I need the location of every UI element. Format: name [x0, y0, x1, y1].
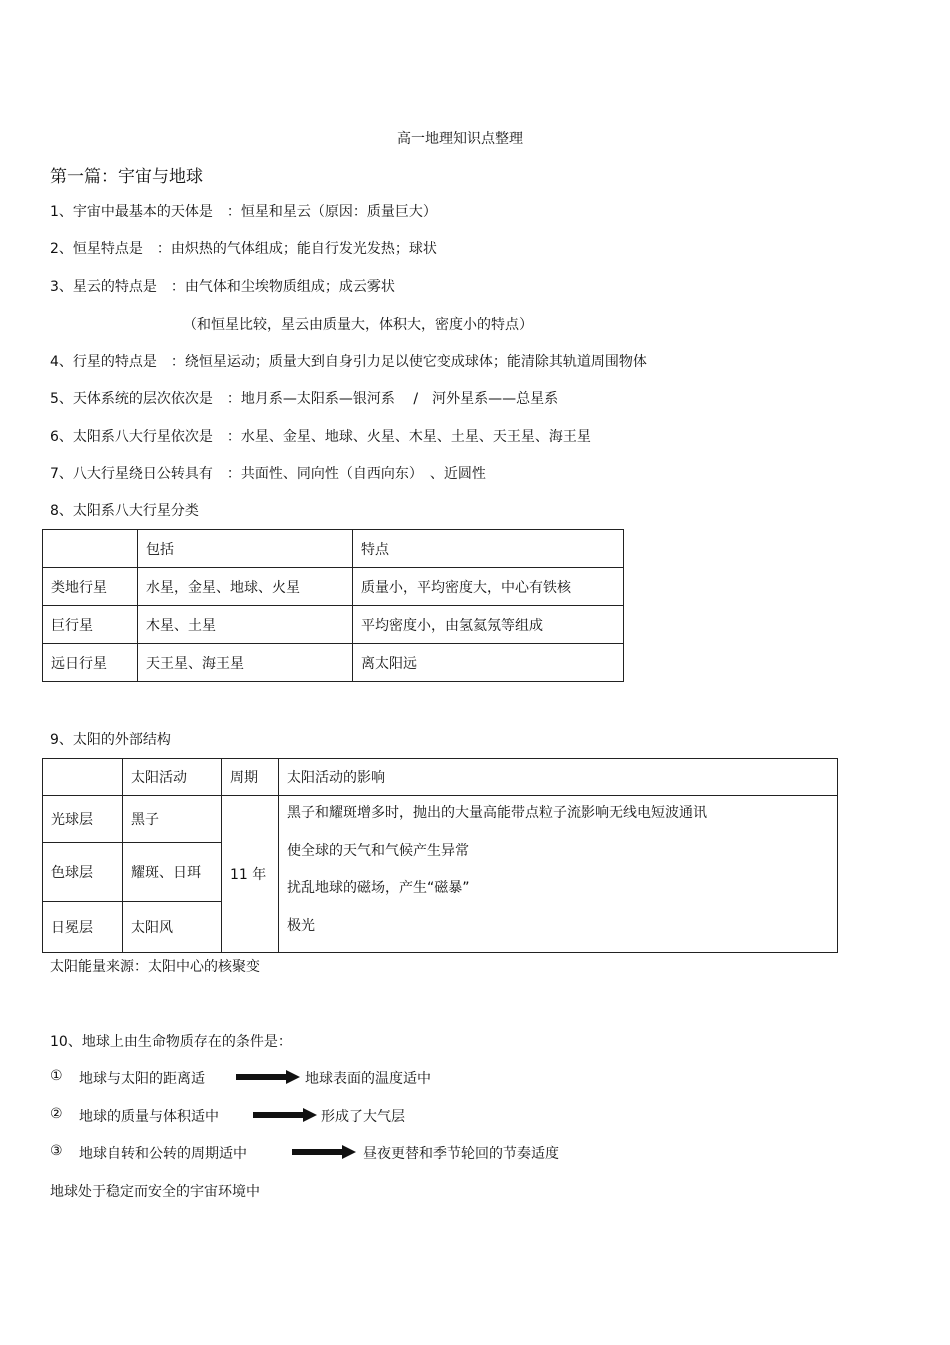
point-8: 8、太阳系八大行星分类: [50, 503, 199, 519]
condition-2-number: ②: [50, 1106, 63, 1122]
arrow-right-icon: [292, 1145, 356, 1159]
table-cell: 天王星、海王星: [138, 644, 353, 682]
document-title: 高一地理知识点整理: [397, 131, 523, 147]
table-cell: [43, 759, 123, 796]
table-cell: 耀斑、日珥: [123, 842, 222, 901]
table-cell: 类地行星: [43, 568, 138, 606]
table-cell: [43, 530, 138, 568]
table-row: [43, 606, 624, 644]
table-header-row: [43, 759, 838, 796]
condition-1-cause: 地球与太阳的距离适: [79, 1071, 205, 1087]
effect-item: 黑子和耀斑增多时，抛出的大量高能带点粒子流影响无线电短波通讯: [287, 805, 707, 821]
point-2: 2、恒星特点是 ：由炽热的气体组成；能自行发光发热；球状: [50, 241, 437, 257]
table-cell: 远日行星: [43, 644, 138, 682]
table-cell: 周期: [222, 759, 279, 796]
table-row: [43, 568, 624, 606]
condition-3-result: 昼夜更替和季节轮回的节奏适度: [363, 1146, 559, 1162]
table-cell: 色球层: [43, 842, 123, 901]
sun-structure-table: [42, 758, 838, 953]
point-7: 7、八大行星绕日公转具有 ：共面性、同向性（自西向东） 、近圆性: [50, 466, 486, 482]
point-4: 4、行星的特点是 ：绕恒星运动；质量大到自身引力足以使它变成球体；能清除其轨道周围物体: [50, 354, 647, 370]
table-cell: 黑子: [123, 796, 222, 843]
section-heading: 第一篇：宇宙与地球: [50, 167, 203, 187]
planet-classification-table: [42, 529, 624, 682]
point-10: 10、地球上由生命物质存在的条件是：: [50, 1034, 292, 1050]
table-cell: 太阳活动: [123, 759, 222, 796]
effect-item: 扰乱地球的磁场，产生“磁暴”: [287, 880, 470, 896]
table-cell: 质量小，平均密度大，中心有铁核: [353, 568, 624, 606]
table-cell: 水星，金星、地球、火星: [138, 568, 353, 606]
effects-cell: [279, 796, 838, 953]
table-row: [43, 796, 838, 843]
point-5: 5、天体系统的层次依次是 ：地月系—太阳系—银河系 / 河外星系——总星系: [50, 391, 559, 407]
table-cell: 太阳风: [123, 901, 222, 952]
point-3: 3、星云的特点是 ：由气体和尘埃物质组成；成云雾状: [50, 279, 395, 295]
table-cell: 离太阳远: [353, 644, 624, 682]
effect-item: 使全球的天气和气候产生异常: [287, 842, 469, 859]
table-cell: 特点: [353, 530, 624, 568]
point-9: 9、太阳的外部结构: [50, 732, 171, 748]
table-cell: 光球层: [43, 796, 123, 843]
arrow-right-icon: [253, 1108, 317, 1122]
table-cell: 木星、土星: [138, 606, 353, 644]
condition-1-result: 地球表面的温度适中: [305, 1071, 431, 1087]
point-6: 6、太阳系八大行星依次是 ：水星、金星、地球、火星、木星、土星、天王星、海王星: [50, 429, 591, 445]
table-cell: 平均密度小，由氢氦氖等组成: [353, 606, 624, 644]
condition-2-result: 形成了大气层: [321, 1109, 405, 1125]
table-cell: 包括: [138, 530, 353, 568]
arrow-right-icon: [236, 1070, 300, 1084]
condition-3-number: ③: [50, 1143, 63, 1159]
effect-item: 极光: [287, 917, 315, 934]
sun-energy-source: 太阳能量来源：太阳中心的核聚变: [50, 959, 260, 975]
final-statement: 地球处于稳定而安全的宇宙环境中: [50, 1184, 260, 1200]
point-3-note: （和恒星比较，星云由质量大，体积大，密度小的特点）: [183, 317, 533, 333]
table-header-row: [43, 530, 624, 568]
table-cell: 日冕层: [43, 901, 123, 952]
condition-2-cause: 地球的质量与体积适中: [79, 1109, 219, 1125]
table-cell: 太阳活动的影响: [279, 759, 838, 796]
table-row: [43, 644, 624, 682]
condition-3-cause: 地球自转和公转的周期适中: [79, 1146, 247, 1162]
table-cell: 巨行星: [43, 606, 138, 644]
point-1: 1、宇宙中最基本的天体是 ：恒星和星云（原因：质量巨大）: [50, 204, 437, 220]
period-cell: 11 年: [222, 796, 279, 953]
condition-1-number: ①: [50, 1068, 63, 1084]
